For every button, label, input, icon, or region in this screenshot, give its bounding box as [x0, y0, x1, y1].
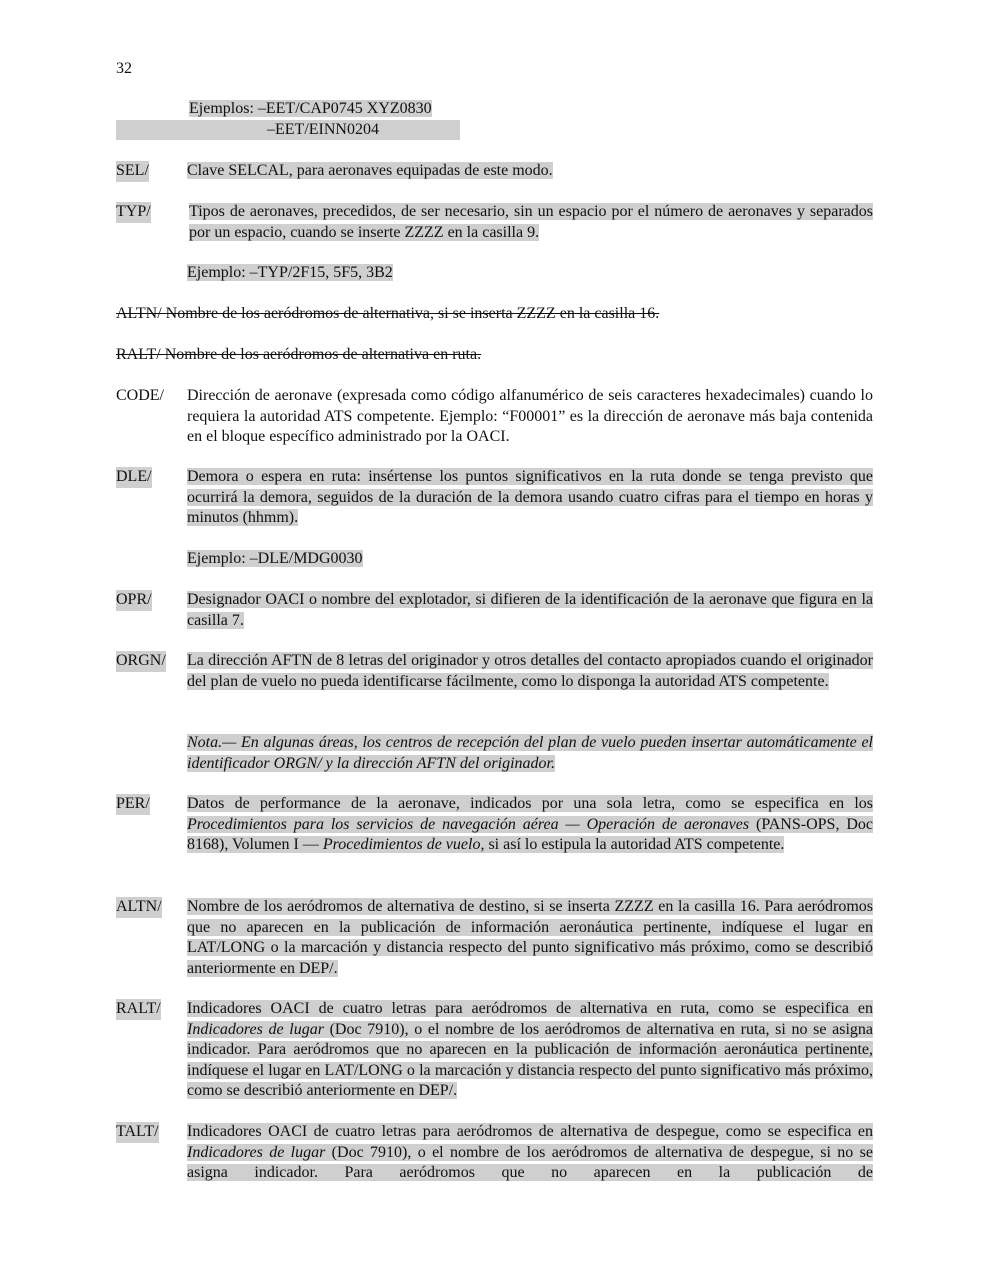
item-label: ORGN/	[116, 651, 166, 672]
item-code	[116, 386, 873, 448]
example-text: Ejemplo: –TYP/2F15, 5F5, 3B2	[187, 264, 393, 281]
deleted-text: RALT/ Nombre de los aeródromos de alternativa en ruta.	[116, 346, 482, 363]
eet-example-line-1: Ejemplos: –EET/CAP0745 XYZ0830	[189, 100, 432, 117]
eet-example-line-2: –EET/EINN0204	[267, 120, 379, 138]
typ-example	[116, 263, 873, 284]
page-number: 32	[116, 60, 132, 77]
item-label: OPR/	[116, 590, 152, 611]
item-label: TALT/	[116, 1122, 159, 1143]
example-text: Ejemplo: –DLE/MDG0030	[187, 550, 363, 567]
item-text: Tipos de aeronaves, precedidos, de ser necesario, sin un espacio por el número de aeronaves y separados por un espacio, cuando se inserte ZZZZ en la casilla 9.	[189, 203, 873, 241]
item-ralt	[116, 999, 873, 1102]
dle-example	[116, 549, 873, 570]
item-opr	[116, 590, 873, 631]
item-label: PER/	[116, 794, 150, 815]
ralt-text-2: (Doc 7910), o el nombre de los aeródromos de alternativa en ruta, si no se asigna indicador. Para aeródromos que no aparecen en la publicación de información aeronáutica pertinente, indíquese el lugar en LAT/LONG o la marcación y distancia respecto del punto significativo más próximo, como se describió anteriormente en DEP/.	[187, 1020, 874, 1100]
item-orgn	[116, 651, 873, 692]
item-text: Clave SELCAL, para aeronaves equipadas de este modo.	[187, 162, 553, 179]
item-label: DLE/	[116, 467, 152, 488]
item-label: RALT/	[116, 999, 161, 1020]
item-dle	[116, 467, 873, 529]
item-label: CODE/	[116, 387, 164, 404]
eet-example-line-2-row	[116, 120, 460, 141]
item-ralt-deleted	[116, 345, 873, 366]
ralt-text-1: Indicadores OACI de cuatro letras para aeródromos de alternativa en ruta, como se especifica en	[187, 1000, 873, 1017]
item-label: SEL/	[116, 161, 149, 182]
eet-examples	[116, 99, 873, 140]
per-text-2: (PANS-OPS, Doc 8168), Volumen I —	[187, 815, 873, 854]
item-per	[116, 794, 873, 856]
item-typ	[116, 202, 873, 243]
talt-title: Indicadores de lugar	[187, 1143, 326, 1161]
item-altn	[116, 897, 873, 979]
note-text: Nota.— En algunas áreas, los centros de recepción del plan de vuelo pueden insertar automáticamente el identificador ORGN/ y la dirección AFTN del originador.	[187, 734, 873, 772]
per-title-1: Procedimientos para los servicios de navegación aérea — Operación de aeronaves	[187, 815, 750, 833]
item-text: Demora o espera en ruta: insértense los puntos significativos en la ruta donde se tenga previsto que ocurrirá la demora, seguidos de la duración de la demora usando cuatro cifras para el tiempo en horas y minutos (hhmm).	[187, 468, 873, 527]
item-text: Designador OACI o nombre del explotador, si difieren de la identificación de la aeronave que figura en la casilla 7.	[187, 591, 873, 629]
per-title-2: Procedimientos de vuelo	[322, 836, 481, 854]
item-talt	[116, 1122, 873, 1184]
talt-text-1: Indicadores OACI de cuatro letras para aeródromos de alternativa de despegue, como se especifica en	[187, 1123, 873, 1140]
item-sel	[116, 161, 873, 182]
item-label: TYP/	[116, 202, 151, 223]
item-label: ALTN/	[116, 897, 162, 918]
item-text: La dirección AFTN de 8 letras del originador y otros detalles del contacto apropiados cuando el originador del plan de vuelo no pueda identificarse fácilmente, como lo disponga la autoridad ATS competente.	[187, 652, 873, 690]
item-text: Dirección de aeronave (expresada como código alfanumérico de seis caracteres hexadecimales) cuando lo requiera la autoridad ATS competente. Ejemplo: “F00001” es la dirección de aeronave más baja contenida en el bloque específico administrado por la OACI.	[187, 387, 873, 446]
per-text-3: , si así lo estipula la autoridad ATS competente.	[480, 836, 785, 854]
item-altn-deleted	[116, 304, 873, 325]
deleted-text: ALTN/ Nombre de los aeródromos de alternativa, si se inserta ZZZZ en la casilla 16.	[116, 305, 660, 322]
per-text-1: Datos de performance de la aeronave, indicados por una sola letra, como se especifica en los	[187, 795, 873, 812]
ralt-title: Indicadores de lugar	[187, 1020, 324, 1038]
item-text: Nombre de los aeródromos de alternativa de destino, si se inserta ZZZZ en la casilla 16. Para aeródromos que no aparecen en la publicación de información aeronáutica pertinente, indíquese el lugar en LAT/LONG o la marcación y distancia respecto del punto significativo más próximo, como se describió anteriormente en DEP/.	[187, 898, 873, 977]
orgn-note	[116, 733, 873, 774]
talt-text-2: (Doc 7910), o el nombre de los aeródromos de alternativa de despegue, si no se asigna indicador. Para aeródromos que no aparecen en la publicación de	[187, 1143, 873, 1182]
